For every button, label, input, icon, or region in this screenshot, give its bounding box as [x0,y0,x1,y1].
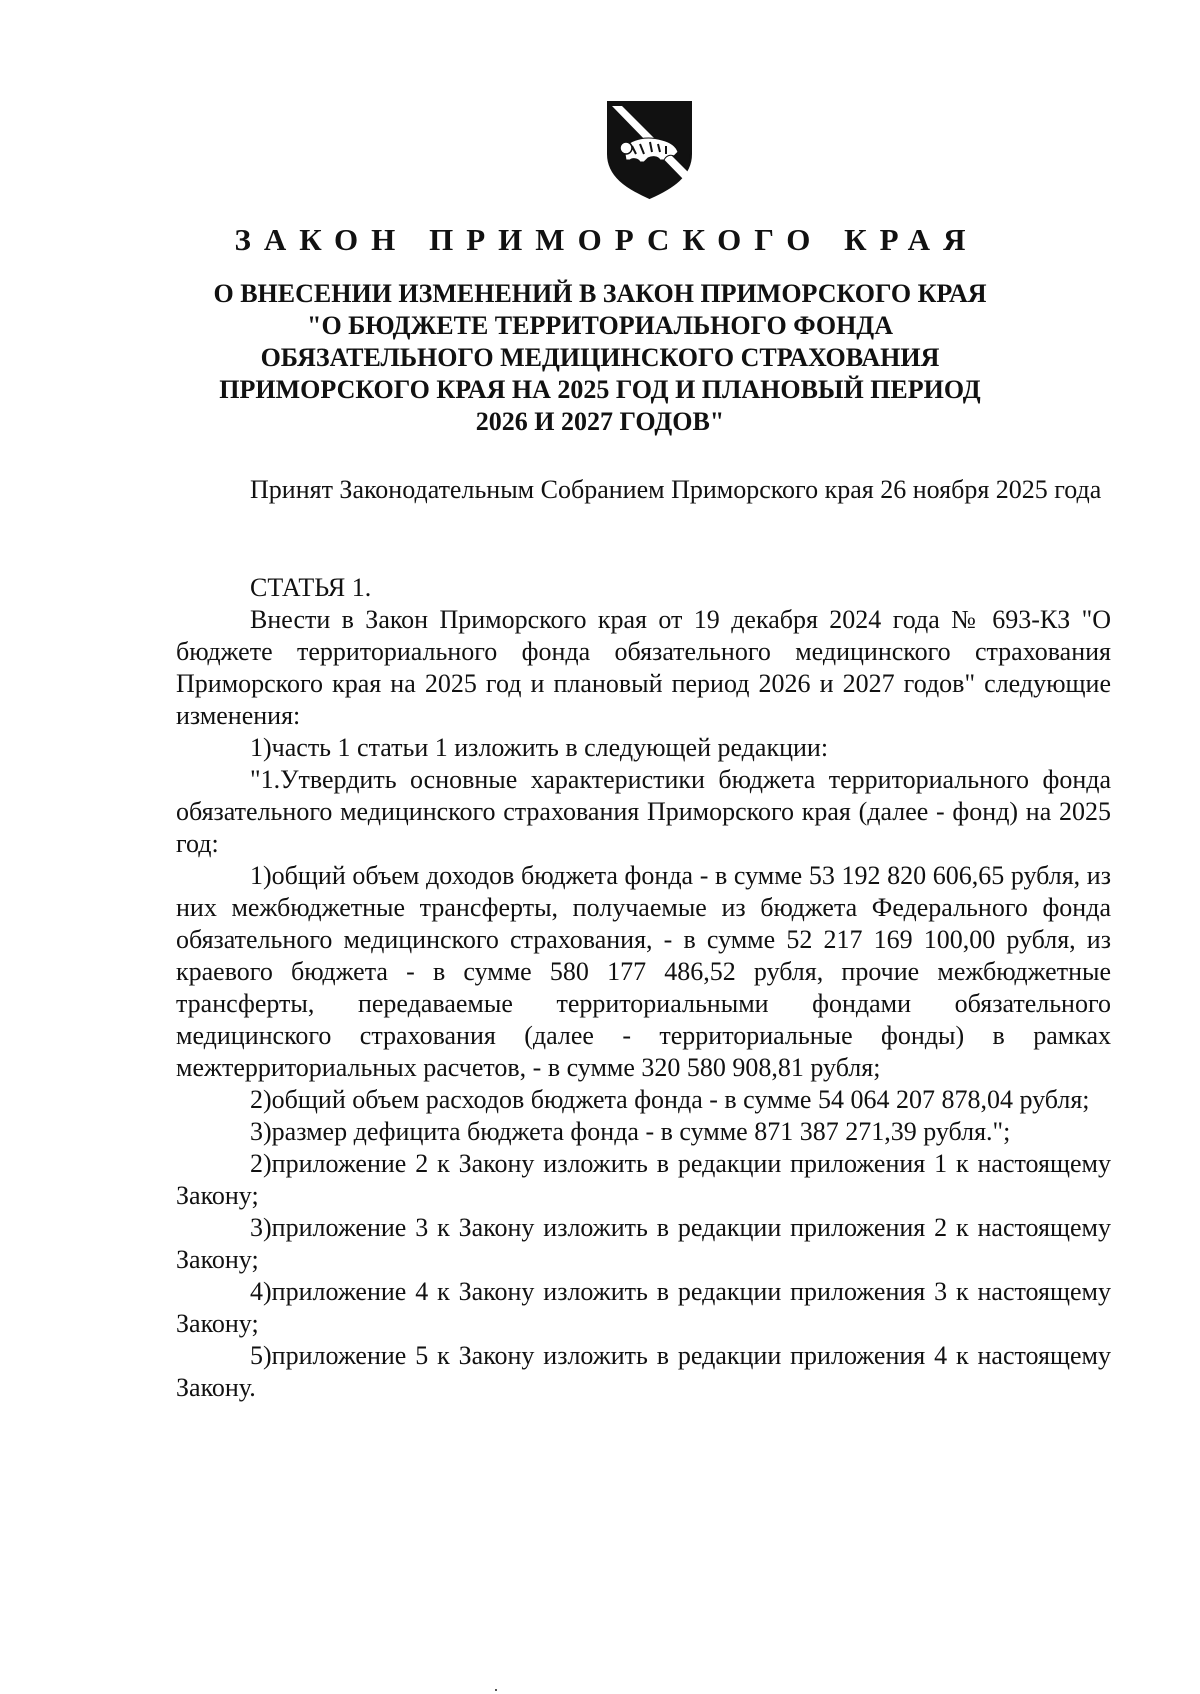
subtitle-line: 2026 И 2027 ГОДОВ" [475,407,725,436]
coat-of-arms-icon [602,98,697,202]
article-paragraph: 2)приложение 2 к Закону изложить в редакции приложения 1 к настоящему Закону; [176,1149,1111,1210]
subtitle-line: О ВНЕСЕНИИ ИЗМЕНЕНИЙ В ЗАКОН ПРИМОРСКОГО КРАЯ [213,279,987,308]
law-subtitle [200,278,1000,438]
subtitle-line: "О БЮДЖЕТЕ ТЕРРИТОРИАЛЬНОГО ФОНДА [307,311,893,340]
subtitle-line: ОБЯЗАТЕЛЬНОГО МЕДИЦИНСКОГО СТРАХОВАНИЯ [260,343,940,372]
article-paragraph: 5)приложение 5 к Закону изложить в редакции приложения 4 к настоящему Закону. [176,1341,1111,1402]
article-1 [176,572,1111,1404]
article-paragraph: 1)часть 1 статьи 1 изложить в следующей редакции: [250,733,829,762]
article-paragraph: 3)приложение 3 к Закону изложить в редакции приложения 2 к настоящему Закону; [176,1213,1111,1274]
scan-artifact [495,1689,497,1691]
article-paragraph: Внести в Закон Приморского края от 19 декабря 2024 года № 693-КЗ "О бюджете территориального фонда обязательного медицинского страхования Приморского края на 2025 год и плановый период 2026 и 2027 годов" следующие изменения: [176,605,1111,730]
article-paragraph: 4)приложение 4 к Закону изложить в редакции приложения 3 к настоящему Закону; [176,1277,1111,1338]
article-paragraph: 1)общий объем доходов бюджета фонда - в сумме 53 192 820 606,65 рубля, из них межбюджетные трансферты, получаемые из бюджета Федерального фонда обязательного медицинского страхования, - в сумме 52 217 169 100,00 рубля, из краевого бюджета - в сумме 580 177 486,52 рубля, прочие межбюджетные трансферты, передаваемые территориальными фондами обязательного медицинского страхования (далее - территориальные фонды) в рамках межтерриториальных расчетов, - в сумме 320 580 908,81 рубля; [176,861,1111,1082]
article-heading: СТАТЬЯ 1. [250,573,372,602]
adoption-text: Принят Законодательным Собранием Приморского края 26 ноября 2025 года [250,475,1102,504]
adoption-note [176,474,1111,506]
subtitle-line: ПРИМОРСКОГО КРАЯ НА 2025 ГОД И ПЛАНОВЫЙ ПЕРИОД [219,375,981,404]
law-title: ЗАКОН ПРИМОРСКОГО КРАЯ [234,222,979,257]
article-paragraph: 2)общий объем расходов бюджета фонда - в сумме 54 064 207 878,04 рубля; [250,1085,1090,1114]
article-paragraph: "1.Утвердить основные характеристики бюджета территориального фонда обязательного медицинского страхования Приморского края (далее - фонд) на 2025 год: [176,765,1111,858]
article-paragraph: 3)размер дефицита бюджета фонда - в сумме 871 387 271,39 рубля."; [250,1117,1011,1146]
